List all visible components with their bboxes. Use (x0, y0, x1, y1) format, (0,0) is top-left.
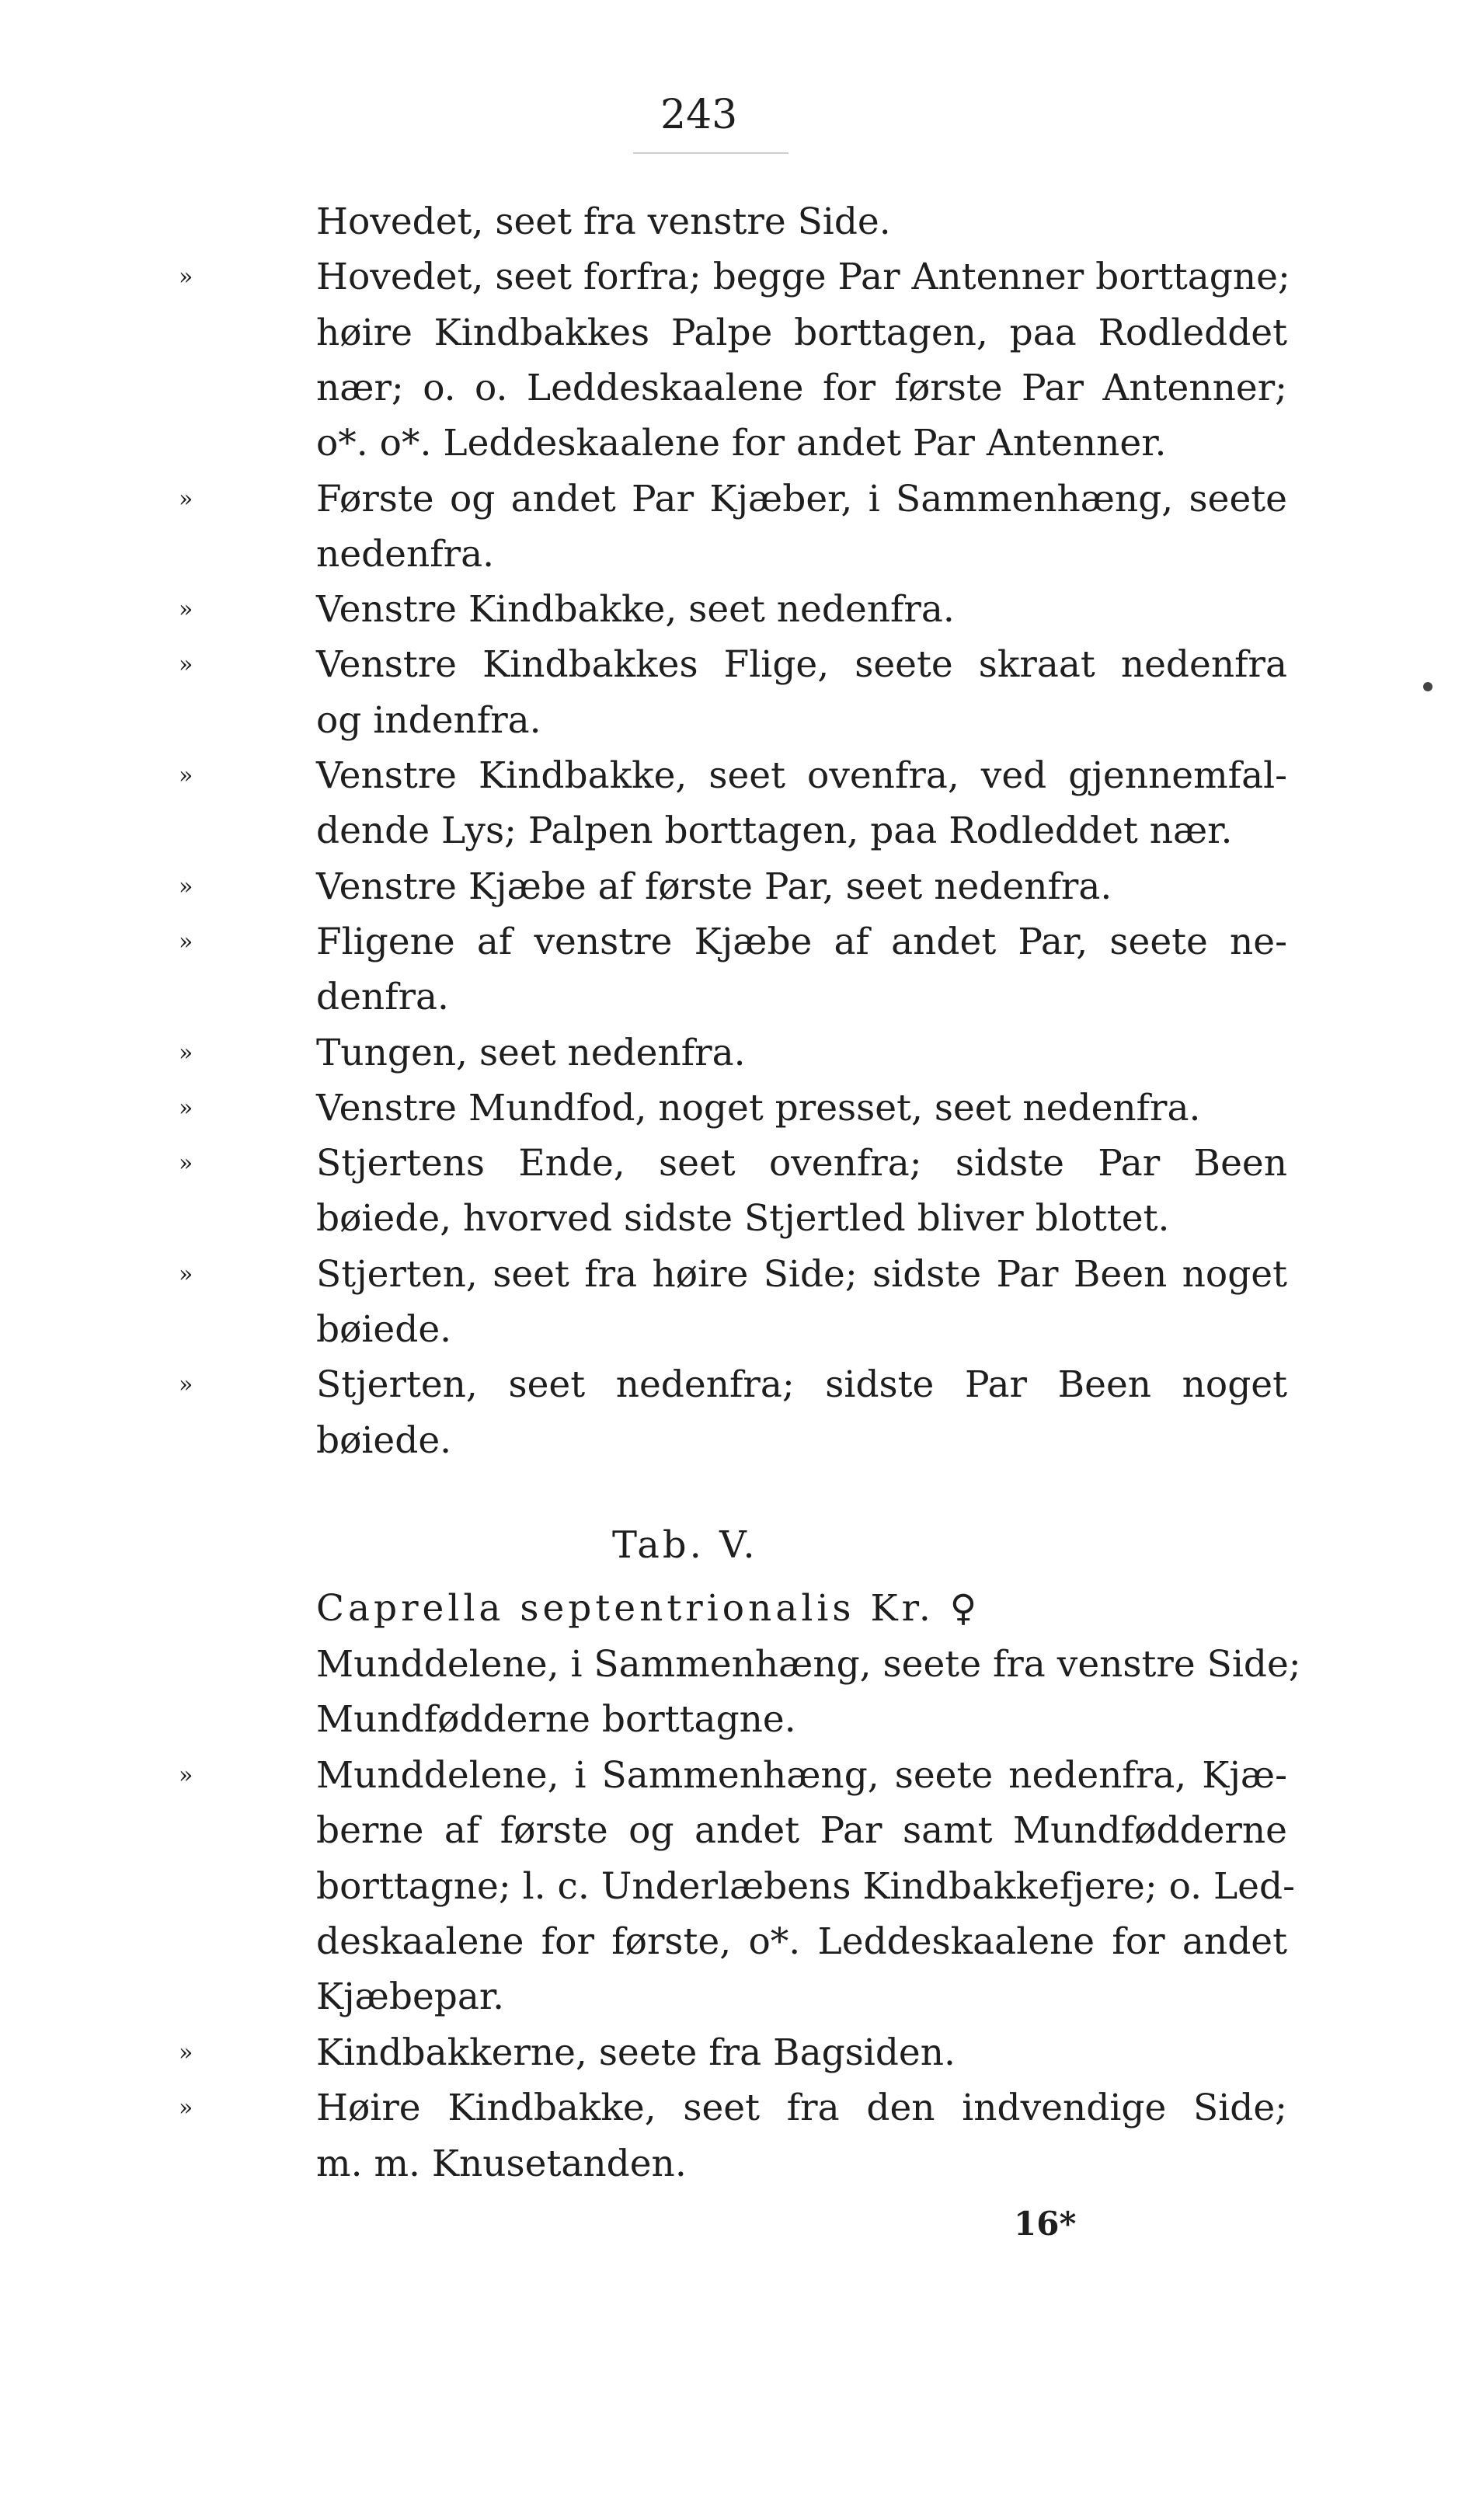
caption-text: bøiede. (316, 1308, 452, 1351)
caption-text: nær; o. o. Leddeskaalene for første Par Antenner; (316, 366, 1287, 409)
caption-text: Munddelene, i Sammenhæng, seete fra venstre Side; (316, 1643, 1301, 1686)
caption-text: Stjerten, seet nedenfra; sidste Par Been noget (316, 1363, 1287, 1407)
caption-text: Hovedet, seet fra venstre Side. (316, 200, 891, 243)
ditto-mark: » (179, 1039, 193, 1067)
caption-text: Venstre Kjæbe af første Par, seet nedenfra. (316, 865, 1112, 908)
page-number: 243 (660, 92, 738, 138)
ditto-mark: » (179, 651, 193, 679)
caption-text: m. m. Knusetanden. (316, 2142, 687, 2185)
caption-text: Stjerten, seet fra høire Side; sidste Par Been noget (316, 1252, 1287, 1296)
ditto-mark: » (179, 485, 193, 513)
caption-text: nedenfra. (316, 532, 495, 576)
ditto-mark: » (179, 1260, 193, 1288)
caption-text: Venstre Kindbakke, seet ovenfra, ved gjennemfal- (316, 754, 1287, 797)
tab-heading: Tab. V. (612, 1523, 758, 1567)
caption-text: Tungen, seet nedenfra. (316, 1031, 746, 1074)
caption-text: borttagne; l. c. Underlæbens Kindbakkefjere; o. Led- (316, 1864, 1295, 1908)
ditto-mark: » (179, 1150, 193, 1178)
caption-text: og indenfra. (316, 698, 541, 742)
ditto-mark: » (179, 596, 193, 624)
caption-text: Første og andet Par Kjæber, i Sammenhæng, seete (316, 477, 1287, 520)
ditto-mark: » (179, 1761, 193, 1789)
species-name: Caprella septentrionalis Kr. ♀ (316, 1587, 981, 1630)
caption-text: Kjæbepar. (316, 1975, 505, 2019)
ditto-mark: » (179, 263, 193, 291)
ditto-mark: » (179, 928, 193, 955)
caption-text: dende Lys; Palpen borttagen, paa Rodleddet nær. (316, 809, 1233, 853)
ditto-mark: » (179, 2038, 193, 2066)
caption-text: denfra. (316, 976, 449, 1019)
caption-text: Mundfødderne borttagne. (316, 1698, 796, 1742)
caption-text: Høire Kindbakke, seet fra den indvendige Side; (316, 2087, 1287, 2130)
caption-text: Venstre Kindbakke, seet nedenfra. (316, 588, 955, 632)
caption-text: bøiede. (316, 1418, 452, 1462)
header-rule (633, 152, 788, 154)
caption-text: Venstre Kindbakkes Flige, seete skraat nedenfra (316, 643, 1287, 687)
speck (1423, 682, 1432, 691)
caption-text: høire Kindbakkes Palpe borttagen, paa Rodleddet (316, 311, 1287, 354)
ditto-mark: » (179, 872, 193, 900)
caption-text: Fligene af venstre Kjæbe af andet Par, seete ne- (316, 920, 1287, 963)
caption-text: berne af første og andet Par samt Mundfødderne (316, 1809, 1287, 1853)
caption-text: o*. o*. Leddeskaalene for andet Par Antenner. (316, 422, 1167, 465)
caption-text: Munddelene, i Sammenhæng, seete nedenfra, Kjæ- (316, 1753, 1287, 1797)
ditto-mark: » (179, 2094, 193, 2122)
caption-text: Stjertens Ende, seet ovenfra; sidste Par Been (316, 1142, 1287, 1185)
ditto-mark: » (179, 1094, 193, 1122)
ditto-mark: » (179, 762, 193, 789)
caption-text: Venstre Mundfod, noget presset, seet nedenfra. (316, 1086, 1201, 1129)
caption-text: deskaalene for første, o*. Leddeskaalene for andet (316, 1920, 1287, 1963)
caption-text: Kindbakkerne, seete fra Bagsiden. (316, 2031, 956, 2074)
caption-text: bøiede, hvorved sidste Stjertled bliver blottet. (316, 1197, 1170, 1241)
caption-text: Hovedet, seet forfra; begge Par Antenner borttagne; (316, 256, 1290, 299)
signature: 16* (1014, 2205, 1077, 2243)
ditto-mark: » (179, 1371, 193, 1399)
